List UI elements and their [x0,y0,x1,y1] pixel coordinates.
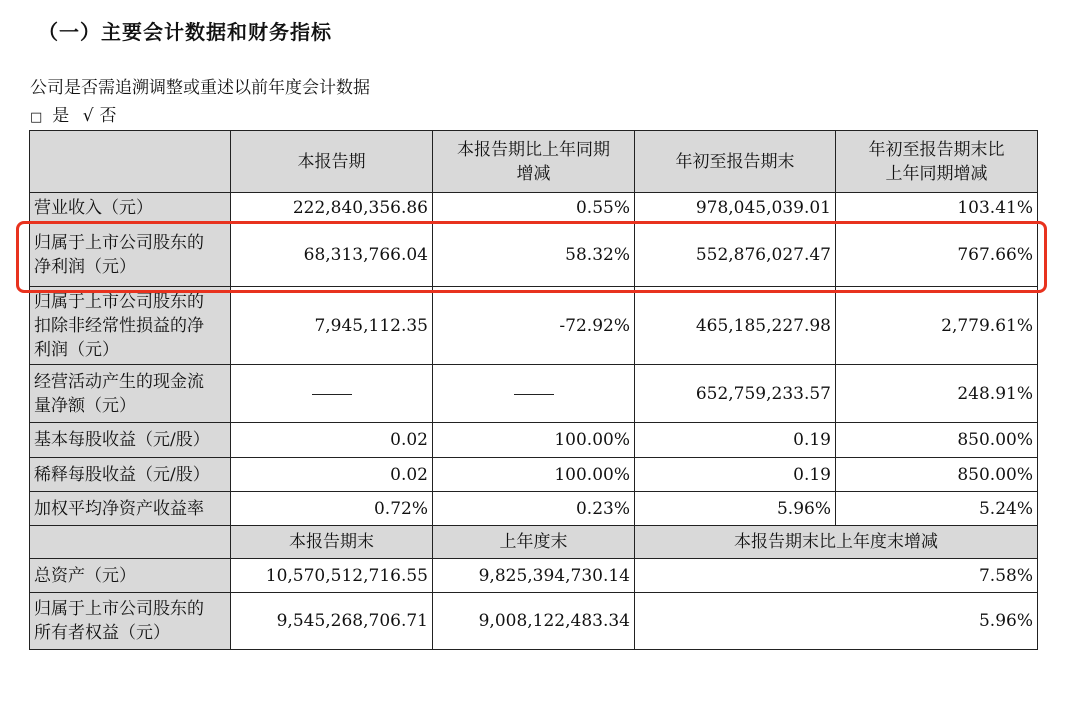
value-cell: 9,545,268,706.71 [231,593,433,650]
table-header-row [30,131,1038,193]
value-cell: 100.00% [433,423,635,458]
table-row [30,193,1038,224]
row-label: 归属于上市公司股东的 净利润（元） [30,224,231,287]
column-header: 年初至报告期末 [635,131,836,193]
value-cell: 0.72% [231,492,433,526]
table-row [30,458,1038,492]
value-cell: 465,185,227.98 [635,287,836,365]
column-header: 上年度末 [433,526,635,559]
row-label: 稀释每股收益（元/股） [30,458,231,492]
table-row [30,224,1038,287]
value-cell: 850.00% [836,458,1038,492]
section-heading: （一）主要会计数据和财务指标 [38,20,332,44]
value-cell: 850.00% [836,423,1038,458]
financial-data-table [29,130,1038,650]
check-mark-icon: √ [82,106,94,126]
value-cell: 7.58% [635,559,1038,593]
value-cell: 0.19 [635,458,836,492]
value-cell: 10,570,512,716.55 [231,559,433,593]
value-cell: 978,045,039.01 [635,193,836,224]
dash-cell [231,365,433,423]
dash-line [514,394,554,395]
value-cell: 68,313,766.04 [231,224,433,287]
table-row [30,287,1038,365]
yes-option: 是 [52,106,70,126]
value-cell: 103.41% [836,193,1038,224]
dash-line [312,394,352,395]
table-row [30,492,1038,526]
table-row [30,593,1038,650]
row-label: 归属于上市公司股东的 扣除非经常性损益的净 利润（元） [30,287,231,365]
value-cell: 0.23% [433,492,635,526]
header-corner-cell [30,526,231,559]
table-header-row-2 [30,526,1038,559]
value-cell: 5.96% [635,492,836,526]
row-label: 总资产（元） [30,559,231,593]
header-corner-cell [30,131,231,193]
value-cell: 0.19 [635,423,836,458]
no-option: 否 [99,106,117,126]
restatement-choice [30,101,117,126]
column-header: 年初至报告期末比 上年同期增减 [836,131,1038,193]
value-cell: 9,825,394,730.14 [433,559,635,593]
table-row [30,423,1038,458]
value-cell: 5.96% [635,593,1038,650]
value-cell: 0.55% [433,193,635,224]
value-cell: 2,779.61% [836,287,1038,365]
dash-cell [433,365,635,423]
value-cell: 222,840,356.86 [231,193,433,224]
value-cell: 552,876,027.47 [635,224,836,287]
row-label: 经营活动产生的现金流 量净额（元） [30,365,231,423]
row-label: 营业收入（元） [30,193,231,224]
column-header: 本报告期 [231,131,433,193]
value-cell: 767.66% [836,224,1038,287]
row-label: 加权平均净资产收益率 [30,492,231,526]
value-cell: 9,008,122,483.34 [433,593,635,650]
value-cell: 5.24% [836,492,1038,526]
table-row [30,365,1038,423]
value-cell: 0.02 [231,423,433,458]
value-cell: -72.92% [433,287,635,365]
value-cell: 7,945,112.35 [231,287,433,365]
value-cell: 652,759,233.57 [635,365,836,423]
value-cell: 0.02 [231,458,433,492]
value-cell: 248.91% [836,365,1038,423]
checkbox-icon: □ [30,110,43,125]
column-header: 本报告期比上年同期 增减 [433,131,635,193]
row-label: 归属于上市公司股东的 所有者权益（元） [30,593,231,650]
column-header: 本报告期末 [231,526,433,559]
column-header: 本报告期末比上年度末增减 [635,526,1038,559]
row-label: 基本每股收益（元/股） [30,423,231,458]
restatement-question: 公司是否需追溯调整或重述以前年度会计数据 [30,78,370,98]
value-cell: 100.00% [433,458,635,492]
table-row [30,559,1038,593]
value-cell: 58.32% [433,224,635,287]
